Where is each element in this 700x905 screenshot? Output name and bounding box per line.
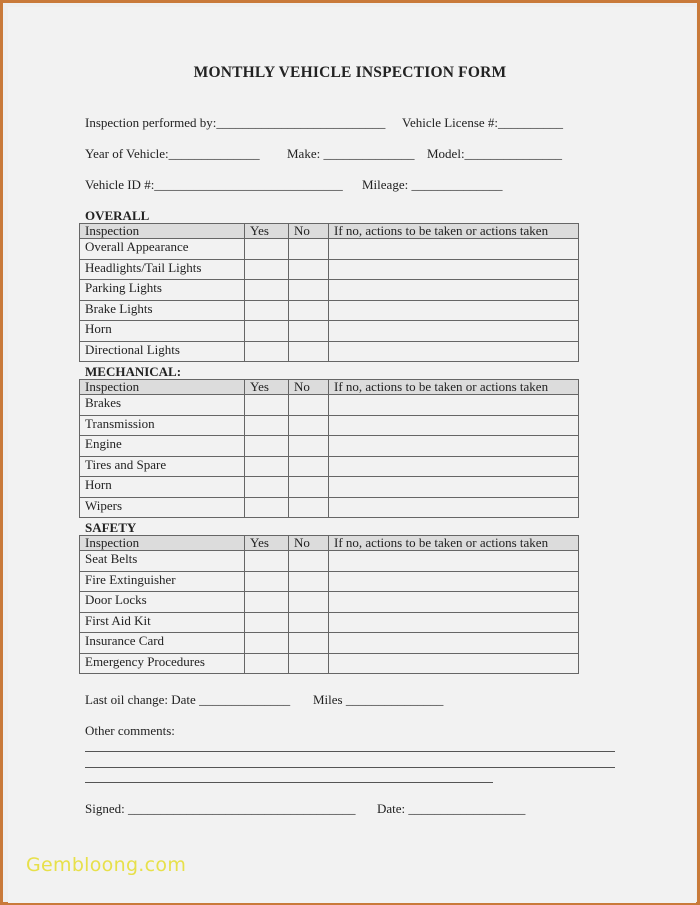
item-label: Tires and Spare bbox=[80, 456, 245, 477]
yes-cell bbox=[245, 633, 289, 654]
header-no: No bbox=[289, 380, 329, 395]
yes-cell bbox=[245, 239, 289, 260]
no-cell bbox=[289, 300, 329, 321]
actions-cell bbox=[329, 321, 579, 342]
item-label: Brakes bbox=[80, 395, 245, 416]
table-row bbox=[80, 300, 579, 321]
item-label: Emergency Procedures bbox=[80, 653, 245, 674]
item-label: Directional Lights bbox=[80, 341, 245, 362]
no-cell bbox=[289, 280, 329, 301]
actions-cell bbox=[329, 571, 579, 592]
actions-cell bbox=[329, 280, 579, 301]
table-row bbox=[80, 571, 579, 592]
header-yes: Yes bbox=[245, 536, 289, 551]
yes-cell bbox=[245, 497, 289, 518]
section-title-mechanical: MECHANICAL: bbox=[85, 364, 182, 379]
vehicle-id-field: Vehicle ID #:_____________________________ bbox=[85, 177, 343, 192]
actions-cell bbox=[329, 300, 579, 321]
table-row bbox=[80, 477, 579, 498]
section-title-overall: OVERALL bbox=[85, 208, 150, 223]
actions-cell bbox=[329, 259, 579, 280]
table-row bbox=[80, 592, 579, 613]
actions-cell bbox=[329, 456, 579, 477]
actions-cell bbox=[329, 477, 579, 498]
mileage-field: Mileage: ______________ bbox=[362, 177, 503, 192]
actions-cell bbox=[329, 239, 579, 260]
comment-line bbox=[85, 767, 615, 768]
item-label: Transmission bbox=[80, 415, 245, 436]
header-inspection: Inspection bbox=[80, 224, 245, 239]
item-label: Overall Appearance bbox=[80, 239, 245, 260]
vehicle-license-field: Vehicle License #:__________ bbox=[402, 115, 564, 130]
no-cell bbox=[289, 477, 329, 498]
item-label: Headlights/Tail Lights bbox=[80, 259, 245, 280]
yes-cell bbox=[245, 321, 289, 342]
model-field: Model:_______________ bbox=[427, 146, 563, 161]
comment-line bbox=[85, 751, 615, 752]
actions-cell bbox=[329, 653, 579, 674]
performed-by-field: Inspection performed by:__________________________ bbox=[85, 115, 386, 130]
table-row bbox=[80, 395, 579, 416]
no-cell bbox=[289, 653, 329, 674]
yes-cell bbox=[245, 300, 289, 321]
no-cell bbox=[289, 633, 329, 654]
header-actions: If no, actions to be taken or actions taken bbox=[329, 380, 579, 395]
actions-cell bbox=[329, 415, 579, 436]
table-row bbox=[80, 321, 579, 342]
header-inspection: Inspection bbox=[80, 380, 245, 395]
actions-cell bbox=[329, 592, 579, 613]
no-cell bbox=[289, 612, 329, 633]
section-title-safety: SAFETY bbox=[85, 520, 137, 535]
header-inspection: Inspection bbox=[80, 536, 245, 551]
header-yes: Yes bbox=[245, 224, 289, 239]
actions-cell bbox=[329, 612, 579, 633]
yes-cell bbox=[245, 436, 289, 457]
yes-cell bbox=[245, 259, 289, 280]
yes-cell bbox=[245, 415, 289, 436]
table-row bbox=[80, 415, 579, 436]
table-header-row bbox=[80, 536, 579, 551]
yes-cell bbox=[245, 653, 289, 674]
actions-cell bbox=[329, 395, 579, 416]
item-label: Fire Extinguisher bbox=[80, 571, 245, 592]
table-row bbox=[80, 653, 579, 674]
form-title: MONTHLY VEHICLE INSPECTION FORM bbox=[193, 64, 507, 81]
item-label: Engine bbox=[80, 436, 245, 457]
signed-field: Signed: ___________________________________ bbox=[85, 801, 356, 816]
no-cell bbox=[289, 456, 329, 477]
item-label: Seat Belts bbox=[80, 551, 245, 572]
item-label: First Aid Kit bbox=[80, 612, 245, 633]
no-cell bbox=[289, 239, 329, 260]
item-label: Brake Lights bbox=[80, 300, 245, 321]
make-field: Make: ______________ bbox=[287, 146, 415, 161]
actions-cell bbox=[329, 341, 579, 362]
no-cell bbox=[289, 571, 329, 592]
item-label: Insurance Card bbox=[80, 633, 245, 654]
no-cell bbox=[289, 321, 329, 342]
watermark: Gembloong.com bbox=[26, 854, 187, 876]
mechanical-table bbox=[79, 379, 579, 518]
yes-cell bbox=[245, 395, 289, 416]
yes-cell bbox=[245, 571, 289, 592]
table-row bbox=[80, 280, 579, 301]
header-actions: If no, actions to be taken or actions taken bbox=[329, 224, 579, 239]
table-row bbox=[80, 259, 579, 280]
table-row bbox=[80, 239, 579, 260]
table-row bbox=[80, 551, 579, 572]
actions-cell bbox=[329, 633, 579, 654]
item-label: Wipers bbox=[80, 497, 245, 518]
no-cell bbox=[289, 341, 329, 362]
comments-label: Other comments: bbox=[85, 723, 175, 738]
header-no: No bbox=[289, 536, 329, 551]
no-cell bbox=[289, 415, 329, 436]
yes-cell bbox=[245, 551, 289, 572]
yes-cell bbox=[245, 456, 289, 477]
table-row bbox=[80, 436, 579, 457]
no-cell bbox=[289, 497, 329, 518]
item-label: Parking Lights bbox=[80, 280, 245, 301]
no-cell bbox=[289, 395, 329, 416]
overall-table bbox=[79, 223, 579, 362]
item-label: Horn bbox=[80, 477, 245, 498]
actions-cell bbox=[329, 497, 579, 518]
yes-cell bbox=[245, 612, 289, 633]
date-field: Date: __________________ bbox=[377, 801, 526, 816]
yes-cell bbox=[245, 477, 289, 498]
comment-line bbox=[85, 782, 493, 783]
safety-table bbox=[79, 535, 579, 674]
item-label: Door Locks bbox=[80, 592, 245, 613]
table-row bbox=[80, 612, 579, 633]
no-cell bbox=[289, 592, 329, 613]
table-row bbox=[80, 633, 579, 654]
year-field: Year of Vehicle:______________ bbox=[85, 146, 260, 161]
header-no: No bbox=[289, 224, 329, 239]
table-header-row bbox=[80, 380, 579, 395]
actions-cell bbox=[329, 436, 579, 457]
actions-cell bbox=[329, 551, 579, 572]
miles-field: Miles _______________ bbox=[313, 692, 444, 707]
item-label: Horn bbox=[80, 321, 245, 342]
header-actions: If no, actions to be taken or actions taken bbox=[329, 536, 579, 551]
table-row bbox=[80, 456, 579, 477]
table-row bbox=[80, 341, 579, 362]
no-cell bbox=[289, 259, 329, 280]
yes-cell bbox=[245, 341, 289, 362]
yes-cell bbox=[245, 592, 289, 613]
table-header-row bbox=[80, 224, 579, 239]
table-row bbox=[80, 497, 579, 518]
header-yes: Yes bbox=[245, 380, 289, 395]
oil-change-field: Last oil change: Date ______________ bbox=[85, 692, 291, 707]
no-cell bbox=[289, 436, 329, 457]
yes-cell bbox=[245, 280, 289, 301]
no-cell bbox=[289, 551, 329, 572]
